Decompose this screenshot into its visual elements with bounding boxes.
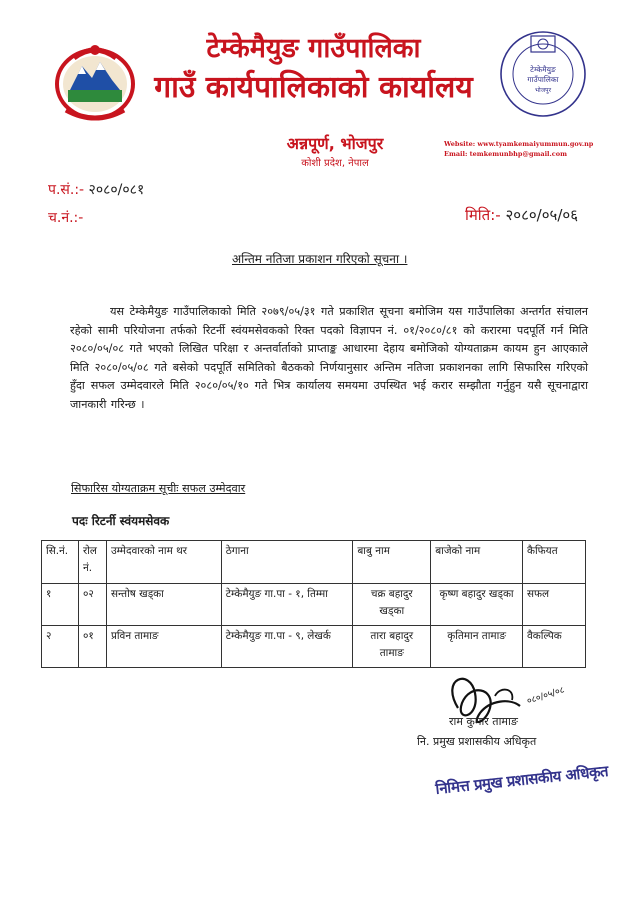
table-cell: कृष्ण बहादुर खड्का [431, 584, 523, 626]
reference-number [48, 180, 144, 199]
table-row [42, 626, 586, 668]
dispatch-number [48, 208, 83, 227]
column-header: ठेगाना [221, 541, 353, 584]
office-address [245, 133, 425, 173]
table-cell: सन्तोष खड्का [106, 584, 221, 626]
column-header: कैफियत [523, 541, 586, 584]
nepal-emblem-icon [52, 38, 138, 122]
date-value: २०८०/०५/०६ [505, 206, 578, 224]
table-cell: सफल [523, 584, 586, 626]
post-title: पदः रिटर्नी स्वंयमसेवक [72, 514, 170, 528]
table-cell: १ [42, 584, 79, 626]
table-cell: टेम्केमैयुङ गा.पा - ९, लेखर्क [221, 626, 353, 668]
table-cell: २ [42, 626, 79, 668]
notice-subject: अन्तिम नतिजा प्रकाशन गरिएको सूचना । [232, 252, 408, 266]
table-cell: टेम्केमैयुङ गा.पा - १, तिम्मा [221, 584, 353, 626]
letterhead-title [150, 32, 477, 110]
officer-stamp: निमित्त प्रमुख प्रशासकीय अधिकृत [434, 761, 609, 799]
signatory-title: नि. प्रमुख प्रशासकीय अधिकृत [417, 735, 537, 748]
ps-label: प.सं.:- [48, 182, 85, 198]
table-cell: कृतिमान तामाङ [431, 626, 523, 668]
office-seal-icon [497, 28, 589, 120]
column-header: बाबु नाम [353, 541, 431, 584]
column-header: रोल नं. [78, 541, 106, 584]
table-header-row [42, 541, 586, 584]
address-line-2: कोशी प्रदेश, नेपाल [301, 158, 369, 169]
ps-value: २०८०/०८१ [88, 182, 145, 198]
svg-text:गाउँपालिका: गाउँपालिका [527, 75, 559, 84]
notice-date [465, 205, 578, 225]
email-text: Email: temkemunbhp@gmail.com [444, 150, 567, 158]
website-text: Website: www.tyamkemaiyummun.gov.np [444, 140, 594, 148]
municipality-name: टेम्केमैयुङ गाउँपालिका [206, 33, 421, 64]
table-cell: प्रविन तामाङ [106, 626, 221, 668]
column-header: सि.नं. [42, 541, 79, 584]
column-header: उम्मेदवारको नाम थर [106, 541, 221, 584]
signatory-name: राम कुमार तामाङ [449, 715, 518, 728]
office-name: गाउँ कार्यपालिकाको कार्यालय [154, 70, 473, 105]
column-header: बाजेको नाम [431, 541, 523, 584]
table-cell: ०१ [78, 626, 106, 668]
notice-body: यस टेम्केमैयुङ गाउँपालिकाको मिति २०७९/०५/३१ गते प्रकाशित सूचना बमोजिम यस गाउँपालिका अन्तर्गत संचालन रहेको सामी परियोजना तर्फको रिटर्नी स्वंयमसेवकको रिक्त पदको विज्ञापन नं. ०१/२०८०/८१ को करारमा पदपूर्ति गर्न मिति २०८०/०५/०८ गते भएको लिखित परिक्षा र अन्तर्वार्ताको प्राप्ताङ्क आधारमा देहाय बमोजिको योग्यताक्रम कायम हुन आएकाले मिति २०८०/०५/०८ गते बसेको पदपूर्ति समितिको बैठकको निर्णयानुसार अन्तिम नतिजा प्रकाशनका लागि सिफारिस गरिएको हुँदा सफल उम्मेदवारले मिति २०८०/०५/१० गते भित्र कार्यालय समयमा उपस्थित भई करार सम्झौता गर्नुहुन यसै सूचनाद्वारा जानकारी गरिन्छ । [70, 305, 588, 411]
svg-text:टेम्केमैयुङ: टेम्केमैयुङ [530, 65, 556, 74]
table-cell: तारा बहादुर तामाङ [353, 626, 431, 668]
signature-date: ०८०/०५/०८ [525, 685, 566, 707]
table-cell: वैकल्पिक [523, 626, 586, 668]
svg-text:भोजपुर: भोजपुर [534, 87, 552, 94]
table-cell: ०२ [78, 584, 106, 626]
table-cell: चक्र बहादुर खड्का [353, 584, 431, 626]
contact-info [444, 139, 593, 159]
table-row [42, 584, 586, 626]
merit-list-title: सिफारिस योग्यताक्रम सूचीः सफल उम्मेदवार [71, 482, 246, 495]
date-label: मिति:- [464, 206, 501, 224]
address-line-1: अन्नपूर्ण, भोजपुर [286, 134, 384, 153]
cn-label: च.नं.:- [48, 210, 84, 226]
results-table [41, 540, 586, 668]
